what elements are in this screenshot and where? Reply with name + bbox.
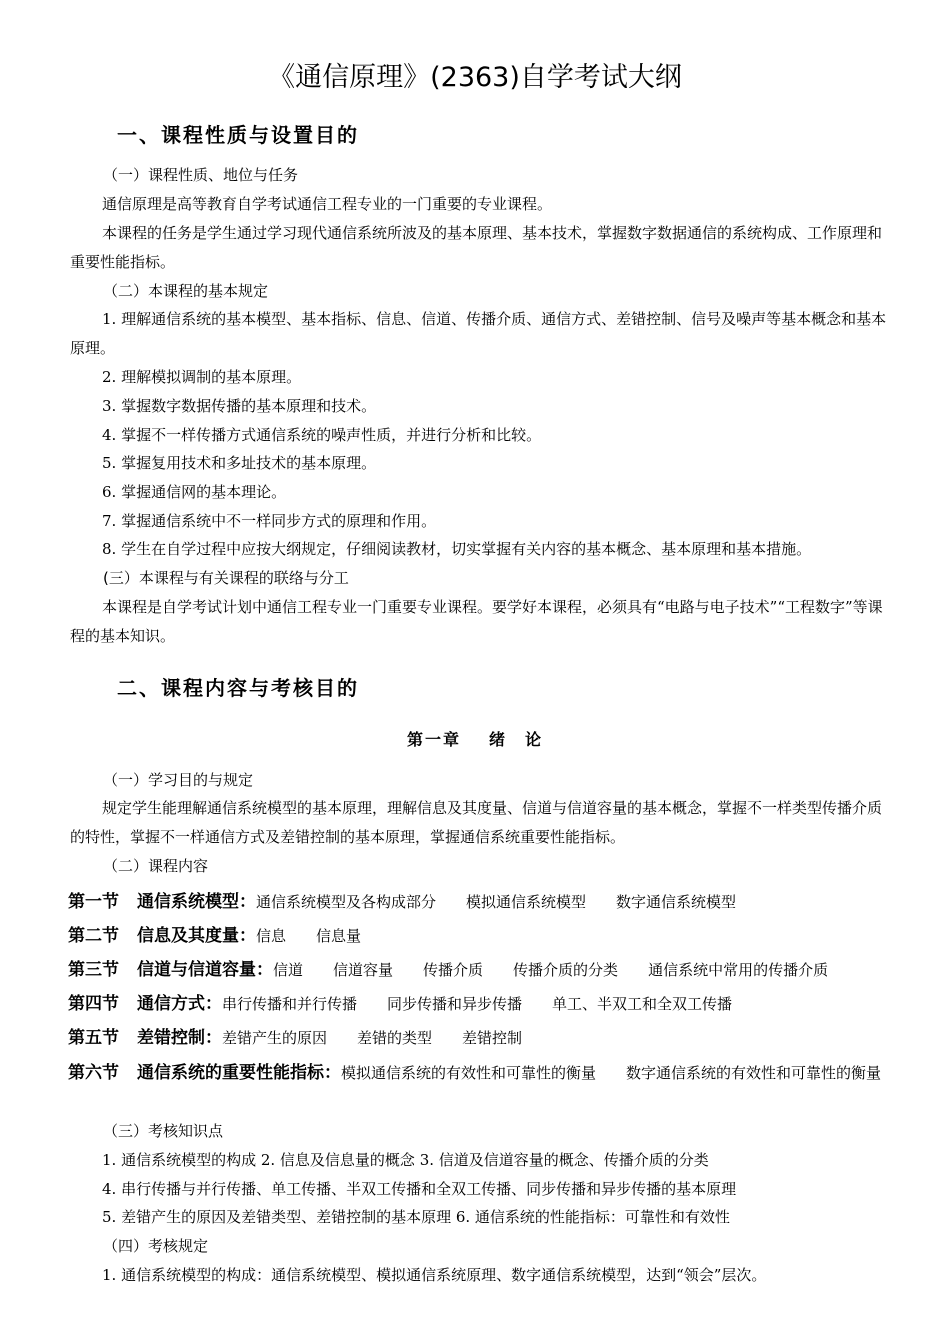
- document-title: 《通信原理》(2363)自学考试大纲: [268, 62, 682, 93]
- part1-s1-paragraph-1: 通信原理是高等教育自学考试通信工程专业的一门重要的专业课程。: [102, 195, 553, 213]
- section-topic: 数字通信系统模型: [616, 893, 737, 911]
- course-section-row: [68, 925, 890, 947]
- part2-s2-heading: （二）课程内容: [103, 857, 209, 875]
- section-topic: 信道容量: [333, 961, 394, 979]
- requirement-item: 5. 掌握复用技术和多址技术的基本原理。: [102, 454, 377, 472]
- part1-s3-paragraph: 本课程是自学考试计划中通信工程专业一门重要专业课程。要学好本课程，必须具有“电路与电子技术”“工程数字”等课程的基本知识。: [70, 598, 883, 645]
- course-section-row: [68, 891, 890, 913]
- requirement-item: 2. 理解模拟调制的基本原理。: [102, 368, 302, 386]
- chapter-name: 绪 论: [489, 730, 544, 749]
- part2-s3-heading: （三）考核知识点: [103, 1122, 224, 1140]
- section-name: 通信方式：: [137, 994, 222, 1014]
- course-section-row: [68, 1062, 890, 1084]
- section-number: 第一节: [68, 892, 119, 912]
- section-number: 第四节: [68, 994, 119, 1014]
- requirement-item: 4. 掌握不一样传播方式通信系统的噪声性质，并进行分析和比较。: [102, 426, 542, 444]
- section-number: 第二节: [68, 926, 119, 946]
- part1-s3-heading: (三）本课程与有关课程的联络与分工: [103, 569, 349, 587]
- course-section-row: [68, 959, 890, 981]
- section-topic: 差错的类型: [357, 1029, 433, 1047]
- section-topic: 传播介质的分类: [513, 961, 619, 979]
- knowledge-point-line: 5. 差错产生的原因及差错类型、差错控制的基本原理 6. 通信系统的性能指标：可靠性和有效性: [102, 1208, 730, 1226]
- section-topic: 单工、半双工和全双工传播: [552, 995, 733, 1013]
- section-name: 信息及其度量：: [137, 926, 256, 946]
- requirement-item: 3. 掌握数字数据传播的基本原理和技术。: [102, 397, 377, 415]
- section-topic: 数字通信系统的有效性和可靠性的衡量: [626, 1064, 882, 1082]
- section-topic: 信息量: [316, 927, 362, 945]
- section-number: 第五节: [68, 1028, 119, 1048]
- section-topic: 串行传播和并行传播: [222, 995, 358, 1013]
- part2-heading: 二、课程内容与考核目的: [117, 676, 359, 700]
- knowledge-point-line: 1. 通信系统模型的构成 2. 信息及信息量的概念 3. 信道及信道容量的概念、传播介质的分类: [102, 1151, 709, 1169]
- section-topic: 同步传播和异步传播: [387, 995, 523, 1013]
- assessment-rule-item: 1. 通信系统模型的构成：通信系统模型、模拟通信系统原理、数字通信系统模型，达到“领会”层次。: [102, 1266, 767, 1284]
- section-topic: 信道: [273, 961, 304, 979]
- section-topic: 通信系统模型及各构成部分: [256, 893, 437, 911]
- section-topic: 通信系统中常用的传播介质: [648, 961, 829, 979]
- section-number: 第六节: [68, 1063, 119, 1083]
- course-section-row: [68, 1027, 890, 1049]
- section-name: 通信系统的重要性能指标：: [137, 1063, 341, 1083]
- section-name: 通信系统模型：: [137, 892, 256, 912]
- section-topic: 传播介质: [423, 961, 484, 979]
- section-name: 信道与信道容量：: [137, 960, 273, 980]
- part1-s1-paragraph-2: 本课程的任务是学生通过学习现代通信系统所波及的基本原理、基本技术，掌握数字数据通信的系统构成、工作原理和重要性能指标。: [70, 224, 883, 271]
- requirement-item: 8. 学生在自学过程中应按大纲规定，仔细阅读教材，切实掌握有关内容的基本概念、基本原理和基本措施。: [102, 540, 812, 558]
- section-topic: 模拟通信系统的有效性和可靠性的衡量: [341, 1064, 597, 1082]
- part2-s1-paragraph: 规定学生能理解通信系统模型的基本原理，理解信息及其度量、信道与信道容量的基本概念，掌握不一样类型传播介质的特性，掌握不一样通信方式及差错控制的基本原理，掌握通信系统重要性能指标。: [70, 799, 883, 846]
- section-name: 差错控制：: [137, 1028, 222, 1048]
- chapter-title: [0, 728, 950, 752]
- section-number: 第三节: [68, 960, 119, 980]
- part1-s2-heading: （二）本课程的基本规定: [103, 282, 269, 300]
- chapter-number: 第一章: [406, 730, 461, 749]
- knowledge-point-line: 4. 串行传播与并行传播、单工传播、半双工传播和全双工传播、同步传播和异步传播的基本原理: [102, 1180, 737, 1198]
- part1-heading: 一、课程性质与设置目的: [117, 123, 359, 147]
- part2-s4-heading: （四）考核规定: [103, 1237, 209, 1255]
- requirement-item: 7. 掌握通信系统中不一样同步方式的原理和作用。: [102, 512, 437, 530]
- section-topic: 差错控制: [462, 1029, 523, 1047]
- section-topic: 模拟通信系统模型: [466, 893, 587, 911]
- section-topic: 差错产生的原因: [222, 1029, 328, 1047]
- part2-s1-heading: （一）学习目的与规定: [103, 771, 254, 789]
- requirement-item: 6. 掌握通信网的基本理论。: [102, 483, 287, 501]
- requirement-item: 1. 理解通信系统的基本模型、基本指标、信息、信道、传播介质、通信方式、差错控制、信号及噪声等基本概念和基本原理。: [70, 310, 887, 357]
- course-section-row: [68, 993, 890, 1015]
- section-topic: 信息: [256, 927, 287, 945]
- part1-s1-heading: （一）课程性质、地位与任务: [103, 166, 299, 184]
